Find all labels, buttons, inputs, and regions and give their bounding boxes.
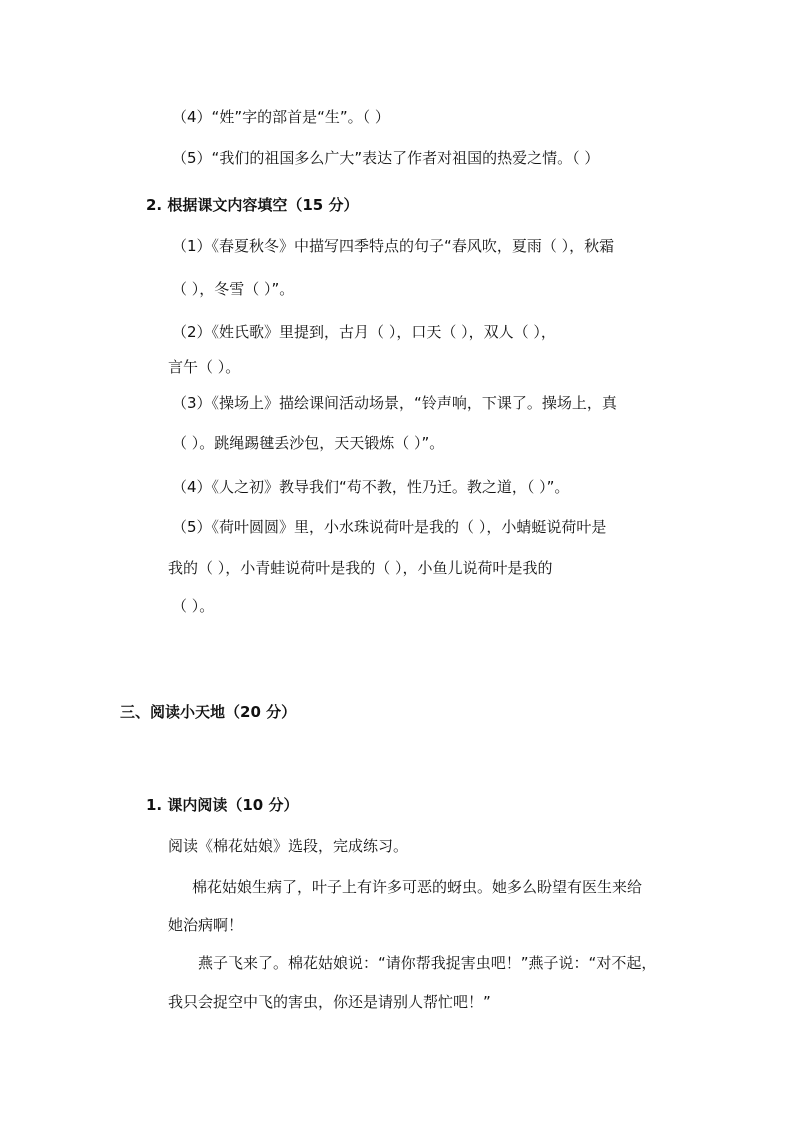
passage-para1-line2: 她治病啊！ xyxy=(168,916,244,934)
fill-q5-line3: （ ）。 xyxy=(172,597,215,615)
fill-q3-line2: （ ）。跳绳踢毽丢沙包，天天锻炼（ ）”。 xyxy=(172,434,445,452)
passage-para2-line1: 燕子飞来了。棉花姑娘说：“请你帮我捉害虫吧！”燕子说：“对不起， xyxy=(198,954,657,972)
fill-q1-line2: （ ），冬雪（ ）”。 xyxy=(172,280,295,298)
passage-para2-line2: 我只会捉空中飞的害虫，你还是请别人帮忙吧！” xyxy=(168,993,491,1011)
fill-q5-line1: （5）《荷叶圆圆》里，小水珠说荷叶是我的（ ），小蜻蜓说荷叶是 xyxy=(172,518,607,536)
fill-q2-line1: （2）《姓氏歌》里提到，古月（ ），口天（ ），双人（ ）， xyxy=(172,323,556,341)
reading-sub-heading: 1. 课内阅读（10 分） xyxy=(146,796,299,814)
judge-item-4: （4）“姓”字的部首是“生”。（ ） xyxy=(172,108,390,126)
fill-q3-line1: （3）《操场上》描绘课间活动场景，“铃声响，下课了。操场上，真 xyxy=(172,394,617,412)
reading-section-heading: 三、阅读小天地（20 分） xyxy=(120,703,297,721)
reading-instruction: 阅读《棉花姑娘》选段，完成练习。 xyxy=(168,837,409,855)
judge-item-5: （5）“我们的祖国多么广大”表达了作者对祖国的热爱之情。（ ） xyxy=(172,149,600,167)
fill-q2-line2: 言午（ ）。 xyxy=(168,358,241,376)
fill-section-heading: 2. 根据课文内容填空（15 分） xyxy=(146,196,359,214)
passage-para1-line1: 棉花姑娘生病了，叶子上有许多可恶的蚜虫。她多么盼望有医生来给 xyxy=(192,878,643,896)
fill-q1-line1: （1）《春夏秋冬》中描写四季特点的句子“春风吹，夏雨（ ），秋霜 xyxy=(172,237,615,255)
fill-q4-line1: （4）《人之初》教导我们“苟不教，性乃迁。教之道，（ ）”。 xyxy=(172,478,570,496)
fill-q5-line2: 我的（ ），小青蛙说荷叶是我的（ ），小鱼儿说荷叶是我的 xyxy=(168,559,553,577)
